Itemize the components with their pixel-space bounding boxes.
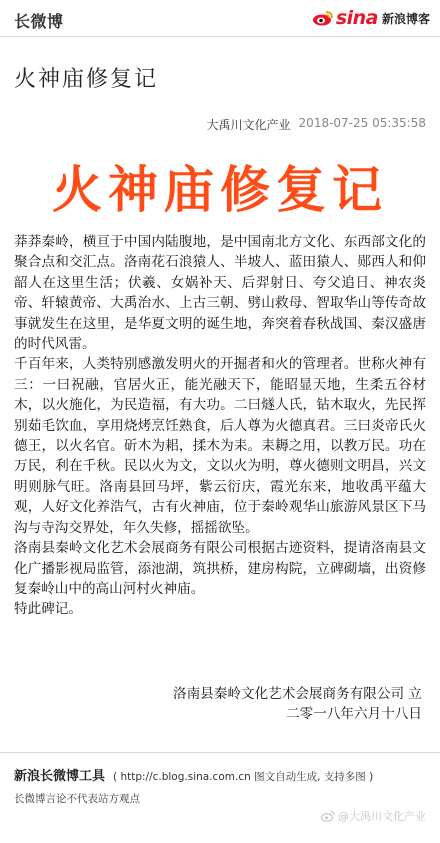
- signature-organization: 洛南县秦岭文化艺术会展商务有限公司 立: [172, 686, 422, 702]
- article-paragraph: 千百年来，人类特别感激发明火的开掘者和火的管理者。世称火神有三：一曰祝融，官居火正，能光融天下，能昭显天地，生柔五谷材木，以火施化，为民造福，有大功。二曰燧人氏，钻木取火，先民挥别茹毛饮血，享用烧烤烹饪熟食，后人尊为火德真君。三曰炎帝氏火德王，以火名官。斫木为耜，揉木为耒。耒耨之用，以教万民。功在万民，利在千秋。民以火为文，文以火为明，尊火德则文明昌，兴文明则脉气旺。洛南县回马坪，紫云衍庆，霞光东来，地收禹平蕴大观，人好文化养浩气，古有火神庙，位于秦岭观华山旅游风景区下马沟与寺沟交界处，年久失修，摇摇欲坠。: [14, 356, 426, 536]
- weibo-watermark: [321, 808, 426, 824]
- article-paragraph: 洛南县秦岭文化艺术会展商务有限公司根据古迹资料，提请洛南县文化广播影视局监管，添池湖，筑拱桥，建房构院，立碑砌墙，出资修复秦岭山中的高山河村火神庙。: [14, 540, 426, 597]
- article-paragraph: 莽莽秦岭，横亘于中国内陆腹地，是中国南北方文化、东西部文化的聚合点和交汇点。洛南花石浪猿人、半坡人、蓝田猿人、郧西人和仰韶人在这里生活；伏羲、女娲补天、后羿射日、夸父追日、神农炎帝、轩辕黄帝、大禹治水、上古三朝、劈山救母、智取华山等传奇故事就发生在这里，是华夏文明的诞生地，奔突着春秋战国、秦汉盛唐的时代风雷。: [14, 234, 426, 353]
- footer: [0, 752, 440, 805]
- signature-block: [173, 684, 422, 725]
- sina-blog-label: 新浪博客: [381, 11, 430, 26]
- headline-image-text: 火神庙修复记: [52, 161, 388, 219]
- sina-eye-icon: [312, 10, 334, 26]
- disclaimer: 长微博言论不代表站方观点: [14, 793, 140, 805]
- tool-name[interactable]: 新浪长微博工具: [14, 769, 106, 784]
- brand-title: 长微博: [14, 12, 64, 31]
- article-body: [14, 232, 426, 620]
- app-header: [0, 0, 440, 37]
- signature-date: 二零一八年六月十八日: [286, 706, 422, 723]
- article-paragraph: 特此碑记。: [14, 601, 82, 618]
- tool-credit: [14, 765, 373, 784]
- author-name[interactable]: 大禹川文化产业: [206, 118, 291, 132]
- watermark-text: @大禹川文化产业: [338, 810, 426, 823]
- post-timestamp: 2018-07-25 05:35:58: [298, 116, 426, 130]
- sina-blog-logo[interactable]: [312, 6, 430, 30]
- sina-wordmark: sina: [335, 7, 378, 29]
- weibo-icon: [321, 810, 335, 822]
- page-title: 火神庙修复记: [14, 67, 159, 92]
- byline: [207, 116, 426, 133]
- tool-url[interactable]: ( http://c.blog.sina.com.cn 图文自动生成, 支持多图 ): [113, 771, 374, 783]
